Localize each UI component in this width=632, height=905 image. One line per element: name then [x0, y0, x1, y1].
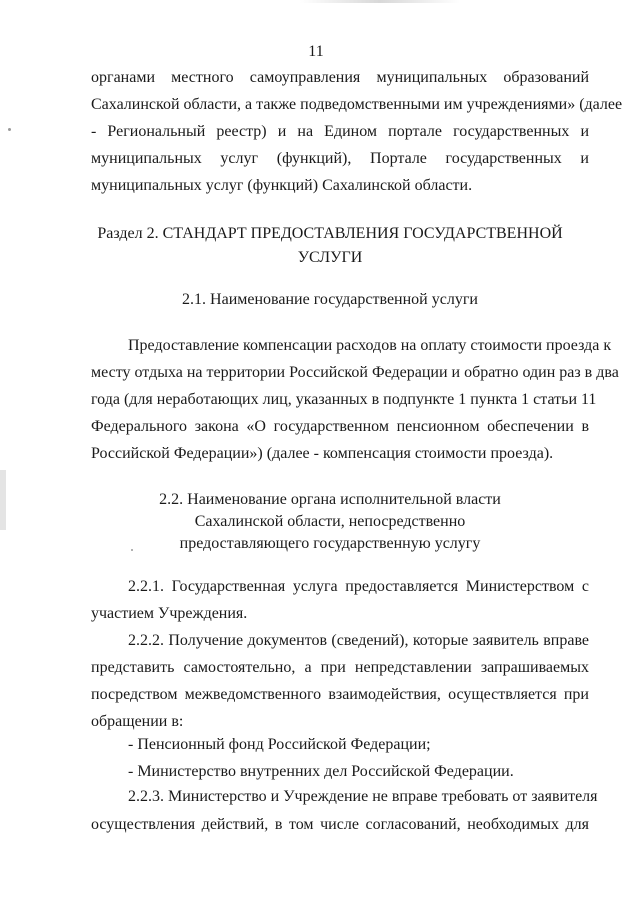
text-line: Российской Федерации») (далее - компенсация стоимости проезда).	[91, 445, 554, 462]
heading-line: Раздел 2. СТАНДАРТ ПРЕДОСТАВЛЕНИЯ ГОСУДАРСТВЕННОЙ	[97, 225, 563, 242]
scan-speck	[8, 128, 11, 131]
paragraph-2-2-1	[91, 573, 589, 627]
heading-line: Сахалинской области, непосредственно	[194, 513, 466, 530]
list-item: - Министерство внутренних дел Российской Федерации.	[128, 763, 514, 780]
text-line: Федерального закона «О государственном пенсионном обеспечении в	[91, 418, 589, 435]
heading-line: 2.1. Наименование государственной услуги	[182, 291, 478, 308]
heading-line: предоставляющего государственную услугу	[179, 535, 481, 552]
list-item: - Пенсионный фонд Российской Федерации;	[128, 736, 431, 753]
text-line: 2.2.3. Министерство и Учреждение не вправе требовать от заявителя	[128, 788, 598, 805]
text-line: представить самостоятельно, а при непредставлении запрашиваемых	[91, 659, 589, 676]
heading-line: 2.2. Наименование органа исполнительной власти	[159, 491, 501, 508]
subsection-heading-2-2	[80, 489, 580, 555]
text-line: Предоставление компенсации расходов на оплату стоимости проезда к	[128, 337, 612, 354]
scan-artifact	[300, 0, 460, 3]
text-line: 2.2.1. Государственная услуга предоставляется Министерством с	[128, 578, 589, 595]
text-line: посредством межведомственного взаимодействия, осуществляется при	[91, 686, 589, 703]
text-line: осуществления действий, в том числе согласований, необходимых для	[91, 816, 589, 833]
scan-artifact	[0, 470, 6, 530]
text-line: месту отдыха на территории Российской Федерации и обратно один раз в два	[91, 364, 619, 381]
text-line: участием Учреждения.	[91, 605, 248, 622]
heading-line: УСЛУГИ	[297, 249, 363, 266]
subsection-heading-2-1	[80, 289, 580, 311]
text-line: обращении в:	[91, 713, 184, 730]
text-line: органами местного самоуправления муниципальных образований	[91, 69, 589, 86]
text-line: - Региональный реестр) и на Едином портале государственных и	[91, 123, 589, 140]
paragraph-2-2-2	[91, 627, 589, 735]
paragraph-intro	[91, 64, 623, 199]
text-line: муниципальных услуг (функций), Портале государственных и	[91, 150, 589, 167]
text-line: Сахалинской области, а также подведомственными им учреждениями» (далее	[91, 96, 623, 113]
page-number: 11	[308, 43, 324, 60]
text-line: муниципальных услуг (функций) Сахалинской области.	[91, 177, 473, 194]
text-line: 2.2.2. Получение документов (сведений), которые заявитель вправе	[128, 632, 589, 649]
agency-list	[91, 731, 589, 785]
paragraph-2-2-3	[91, 783, 598, 838]
text-line: года (для неработающих лиц, указанных в подпункте 1 пункта 1 статьи 11	[91, 391, 597, 408]
paragraph-2-1	[91, 332, 619, 467]
section-heading	[80, 222, 580, 270]
